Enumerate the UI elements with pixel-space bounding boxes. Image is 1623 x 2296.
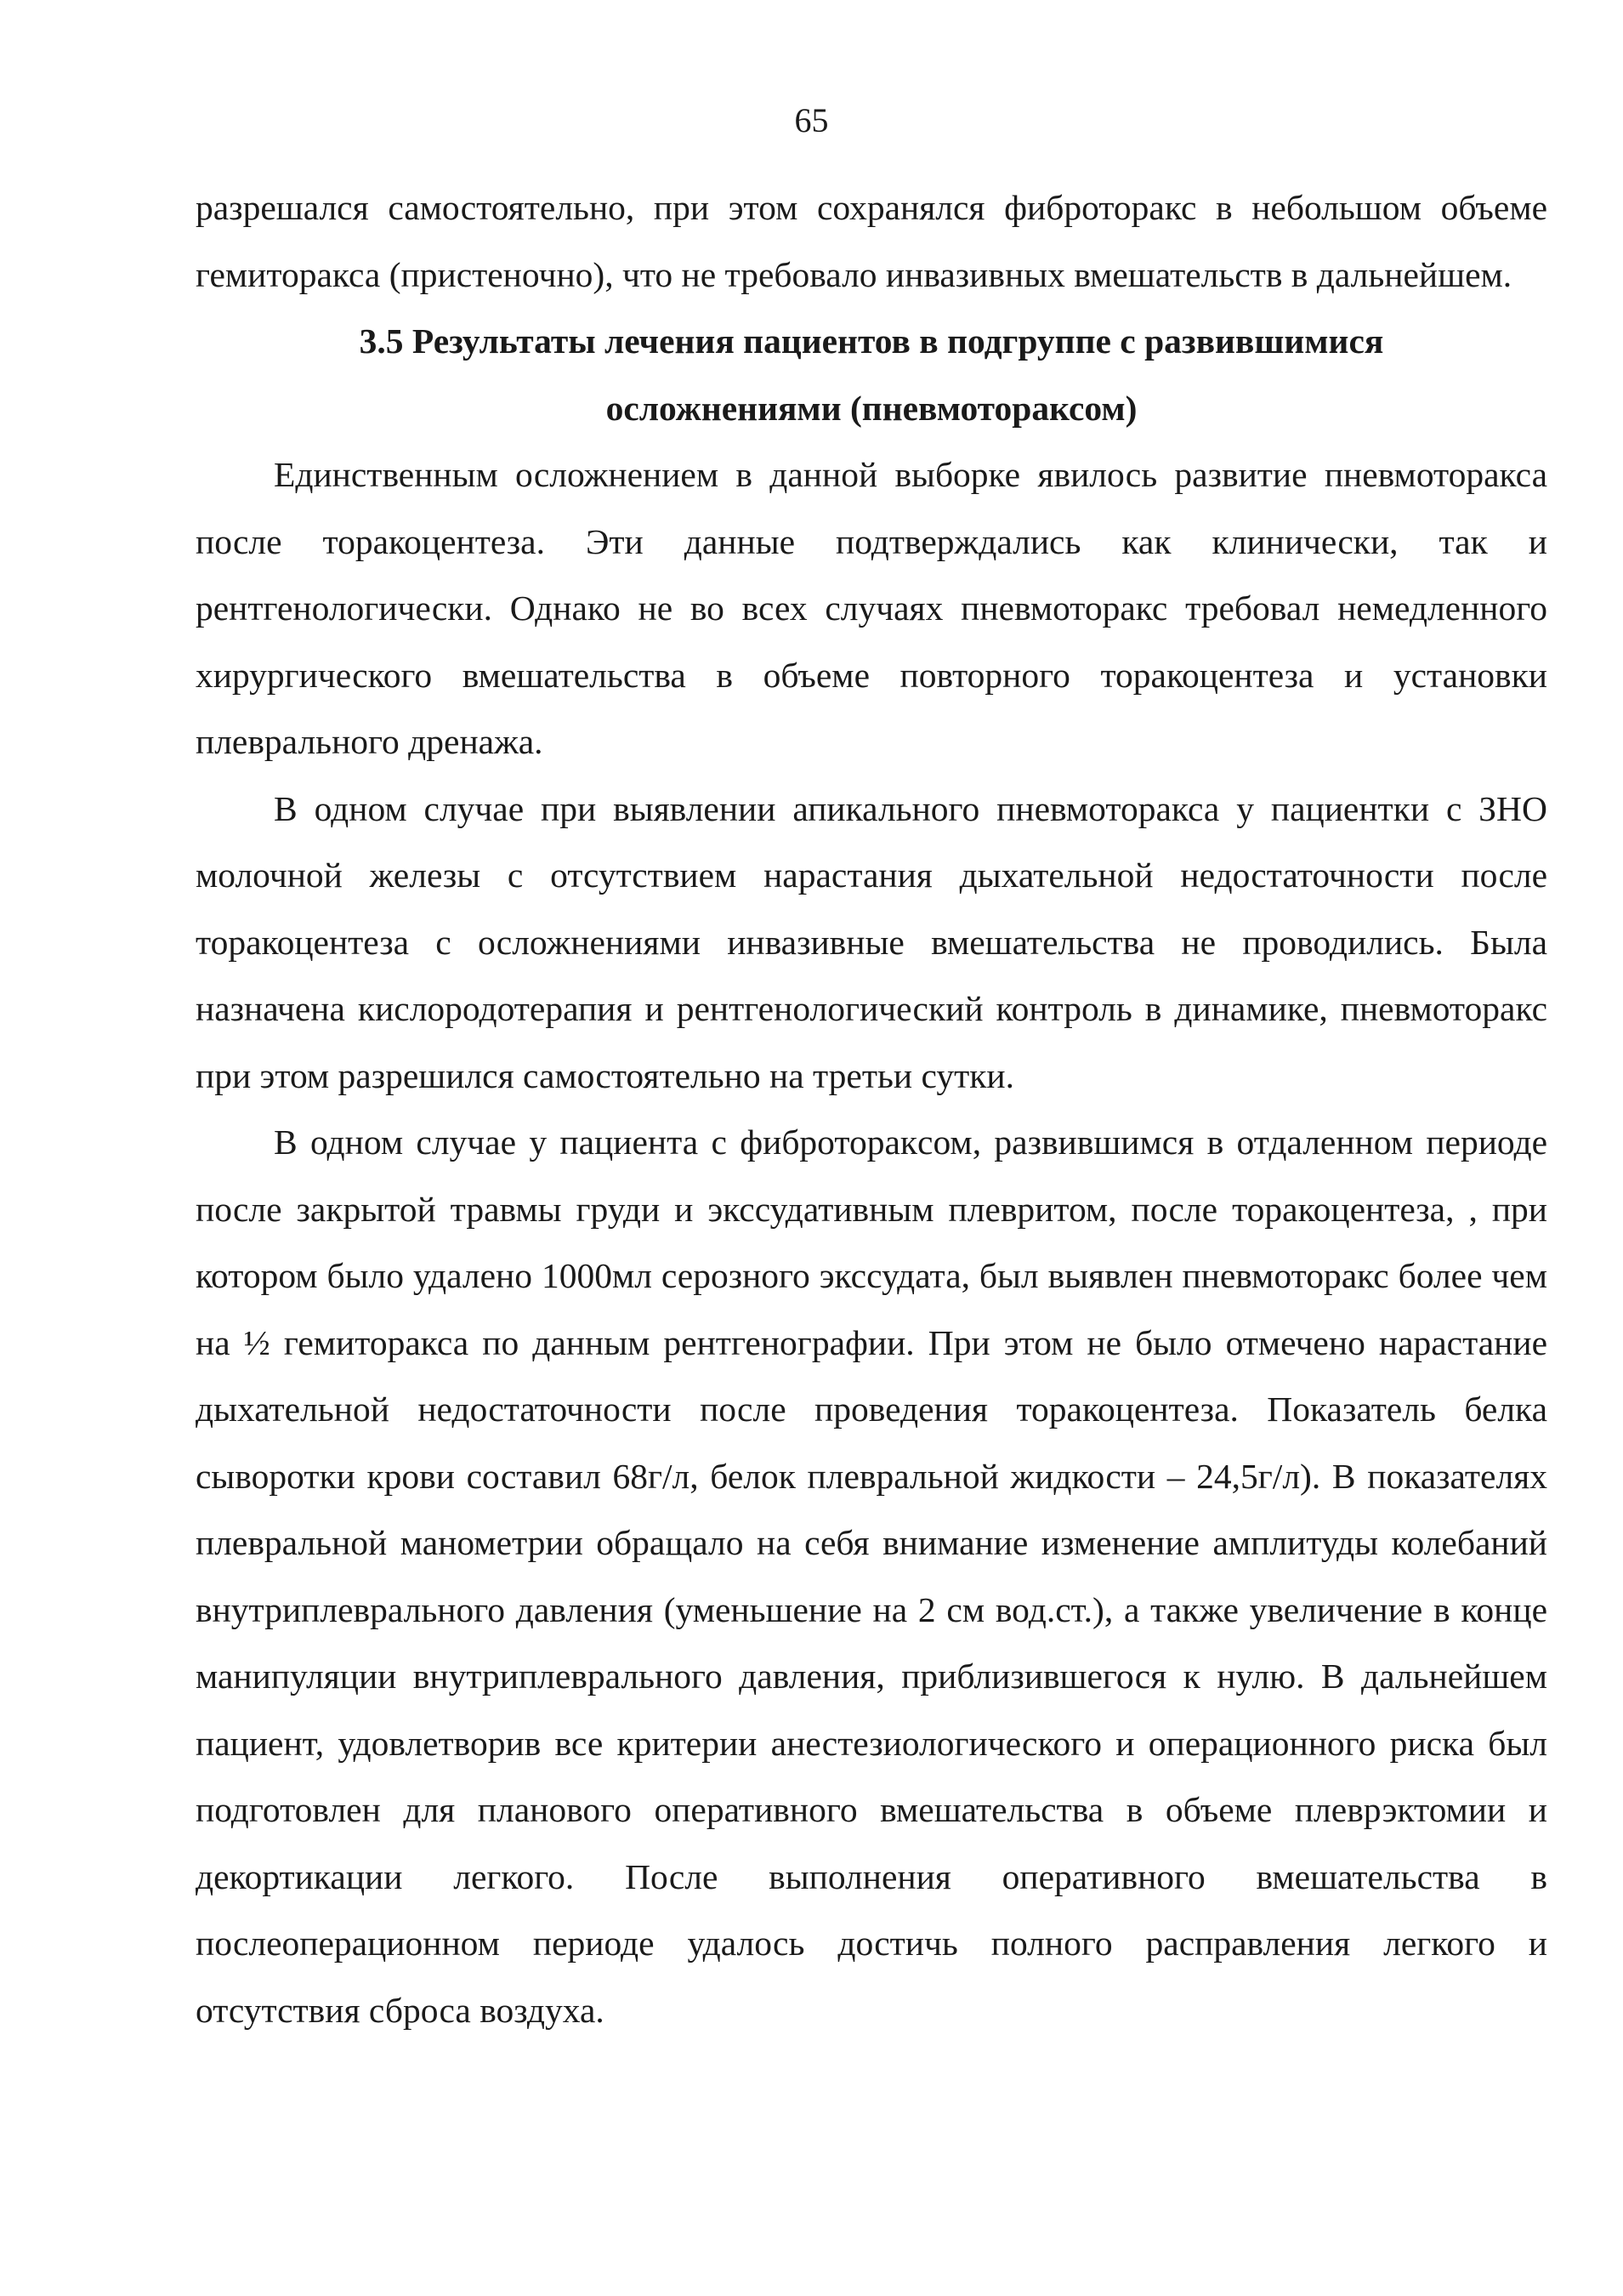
section-heading-line-1: 3.5 Результаты лечения пациентов в подгруппе с развившимися [359,321,1384,361]
section-heading-line-2: осложнениями (пневмотораксом) [605,388,1138,428]
section-heading [196,308,1547,441]
page-number: 65 [794,101,829,139]
page-content [196,174,1547,2043]
paragraph-continuation: разрешался самостоятельно, при этом сохранялся фиброторакс в небольшом объеме гемиторакса (пристеночно), что не требовало инвазивных вмешательств в дальнейшем. [196,188,1547,294]
paragraph-3: В одном случае у пациента с фиброторакcом, развившимся в отдаленном периоде после закрытой травмы груди и экссудативным плевритом, после торакоцентеза, , при котором было удалено 1000мл серозного экссудата, был выявлен пневмоторакс более чем на ½ гемиторакса по данным рентгенографии. При этом не было отмечено нарастание дыхательной недостаточности после проведения торакоцентеза. Показатель белка сыворотки крови составил 68г/л, белок плевральной жидкости – 24,5г/л). В показателях плевральной манометрии обращало на себя внимание изменение амплитуды колебаний внутриплеврального давления (уменьшение на 2 см вод.ст.), а также увеличение в конце манипуляции внутриплеврального давления, приблизившегося к нулю. В дальнейшем пациент, удовлетворив все критерии анестезиологического и операционного риска был подготовлен для планового оперативного вмешательства в объеме плеврэктомии и декортикации легкого. После выполнения оперативного вмешательства в послеоперационном периоде удалось достичь полного расправления легкого и отсутствия сброса воздуха. [196,1122,1547,2030]
paragraph-1: Единственным осложнением в данной выборке явилось развитие пневмоторакса после торакоцентеза. Эти данные подтверждались как клинически, так и рентгенологически. Однако не во всех случаях пневмоторакс требовал немедленного хирургического вмешательства в объеме повторного торакоцентеза и установки плеврального дренажа. [196,455,1547,761]
paragraph-2: В одном случае при выявлении апикального пневмоторакса у пациентки с ЗНО молочной железы с отсутствием нарастания дыхательной недостаточности после торакоцентеза с осложнениями инвазивные вмешательства не проводились. Была назначена кислородотерапия и рентгенологический контроль в динамике, пневмоторакс при этом разрешился самостоятельно на третьи сутки. [196,788,1547,1095]
